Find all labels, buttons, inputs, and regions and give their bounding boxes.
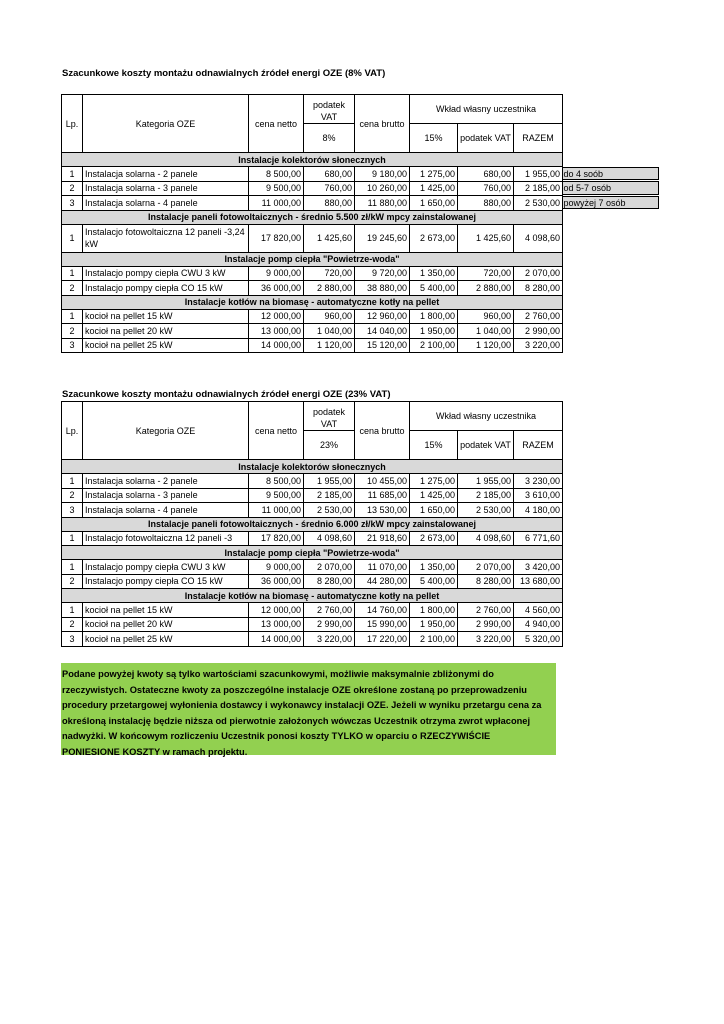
row-wklad-vat: 8 280,00 [458,574,514,589]
row-vat: 1 040,00 [304,324,355,339]
table-row [62,266,563,281]
row-lp: 2 [62,324,83,339]
row-lp: 3 [62,632,83,647]
row-razem: 4 560,00 [514,603,563,618]
row-razem: 4 098,60 [514,224,563,252]
row-wklad-15: 2 100,00 [410,338,458,353]
row-wklad-15: 1 275,00 [410,167,458,182]
row-wklad-15: 1 950,00 [410,617,458,632]
row-brutto: 14 040,00 [355,324,410,339]
header-kategoria: Kategoria OZE [83,95,249,153]
household-size-note: od 5-7 osób [562,181,659,195]
row-razem: 3 420,00 [514,560,563,575]
row-wklad-15: 1 800,00 [410,309,458,324]
table-row [62,574,563,589]
row-vat: 880,00 [304,196,355,211]
section-header: Instalacje pomp ciepła "Powietrze-woda" [62,252,563,266]
row-kategoria: kocioł na pellet 20 kW [83,324,249,339]
section-header: Instalacje paneli fotowoltaicznych - średnio 6.000 zł/kW mpcy zainstalowanej [62,517,563,531]
header-razem: RAZEM [514,431,563,460]
row-kategoria: kocioł na pellet 15 kW [83,603,249,618]
row-wklad-vat: 2 530,00 [458,503,514,518]
row-brutto: 17 220,00 [355,632,410,647]
row-brutto: 38 880,00 [355,281,410,296]
row-wklad-vat: 2 760,00 [458,603,514,618]
row-razem: 4 940,00 [514,617,563,632]
table-row [62,531,563,546]
row-brutto: 19 245,60 [355,224,410,252]
household-size-note: do 4 soób [562,167,659,181]
row-kategoria: kocioł na pellet 20 kW [83,617,249,632]
table-row [62,488,563,503]
row-kategoria: kocioł na pellet 15 kW [83,309,249,324]
row-brutto: 44 280,00 [355,574,410,589]
household-size-note: powyżej 7 osób [562,196,659,210]
header-wklad-vat: podatek VAT [458,431,514,460]
row-razem: 13 680,00 [514,574,563,589]
row-lp: 1 [62,224,83,252]
row-brutto: 11 070,00 [355,560,410,575]
row-wklad-15: 1 425,00 [410,181,458,196]
row-wklad-15: 1 425,00 [410,488,458,503]
row-wklad-vat: 720,00 [458,266,514,281]
table-row [62,167,563,182]
header-vat: podatek VAT [304,402,355,431]
row-vat: 1 955,00 [304,474,355,489]
row-kategoria: kocioł na pellet 25 kW [83,632,249,647]
row-lp: 1 [62,603,83,618]
row-vat: 2 990,00 [304,617,355,632]
row-kategoria: Instalacjo pompy ciepła CWU 3 kW [83,560,249,575]
row-wklad-15: 5 400,00 [410,574,458,589]
row-wklad-15: 1 650,00 [410,196,458,211]
header-wklad: Wkład własny uczestnika [410,402,563,431]
row-kategoria: Instalacjo pompy ciepła CO 15 kW [83,281,249,296]
row-kategoria: Instalacjo pompy ciepła CWU 3 kW [83,266,249,281]
row-wklad-vat: 3 220,00 [458,632,514,647]
row-vat: 720,00 [304,266,355,281]
row-wklad-vat: 1 040,00 [458,324,514,339]
table-row [62,560,563,575]
row-vat: 2 530,00 [304,503,355,518]
row-netto: 11 000,00 [249,503,304,518]
row-netto: 11 000,00 [249,196,304,211]
row-lp: 1 [62,167,83,182]
row-vat: 2 760,00 [304,603,355,618]
row-wklad-vat: 2 990,00 [458,617,514,632]
cost-table-8-vat [61,94,563,353]
row-vat: 4 098,60 [304,531,355,546]
row-vat: 2 185,00 [304,488,355,503]
header-vat: podatek VAT [304,95,355,124]
header-vat-rate: 23% [304,431,355,460]
row-brutto: 15 990,00 [355,617,410,632]
row-wklad-15: 1 800,00 [410,603,458,618]
row-vat: 760,00 [304,181,355,196]
row-wklad-vat: 2 070,00 [458,560,514,575]
table-row [62,617,563,632]
row-netto: 9 500,00 [249,488,304,503]
row-vat: 2 070,00 [304,560,355,575]
section-header: Instalacje pomp ciepła "Powietrze-woda" [62,546,563,560]
row-wklad-vat: 1 425,60 [458,224,514,252]
row-lp: 2 [62,181,83,196]
row-wklad-vat: 760,00 [458,181,514,196]
row-razem: 6 771,60 [514,531,563,546]
row-razem: 1 955,00 [514,167,563,182]
row-netto: 12 000,00 [249,309,304,324]
row-vat: 2 880,00 [304,281,355,296]
table-row [62,224,563,252]
row-wklad-vat: 1 955,00 [458,474,514,489]
table-row [62,181,563,196]
table-row [62,281,563,296]
row-netto: 9 000,00 [249,560,304,575]
row-kategoria: Instalacja solarna - 3 panele [83,181,249,196]
table2-title: Szacunkowe koszty montażu odnawialnych źródeł energi OZE (23% VAT) [62,389,391,400]
row-wklad-15: 2 100,00 [410,632,458,647]
row-brutto: 14 760,00 [355,603,410,618]
row-razem: 3 230,00 [514,474,563,489]
row-wklad-15: 1 650,00 [410,503,458,518]
row-vat: 680,00 [304,167,355,182]
row-wklad-15: 1 350,00 [410,560,458,575]
row-kategoria: Instalacja solarna - 4 panele [83,503,249,518]
table-row [62,503,563,518]
row-wklad-vat: 4 098,60 [458,531,514,546]
header-wklad: Wkład własny uczestnika [410,95,563,124]
section-header: Instalacje kotłów na biomasę - automatyczne kotły na pellet [62,295,563,309]
row-netto: 14 000,00 [249,338,304,353]
row-kategoria: Instalacjo pompy ciepła CO 15 kW [83,574,249,589]
row-wklad-vat: 2 880,00 [458,281,514,296]
row-razem: 2 185,00 [514,181,563,196]
row-brutto: 12 960,00 [355,309,410,324]
row-lp: 1 [62,309,83,324]
row-wklad-15: 2 673,00 [410,224,458,252]
row-brutto: 11 880,00 [355,196,410,211]
table-row [62,632,563,647]
row-netto: 13 000,00 [249,617,304,632]
row-lp: 2 [62,488,83,503]
header-lp: Lp. [62,95,83,153]
row-razem: 2 070,00 [514,266,563,281]
header-netto: cena netto [249,402,304,460]
row-razem: 5 320,00 [514,632,563,647]
disclaimer-notice: Podane powyżej kwoty są tylko wartościami szacunkowymi, możliwie maksymalnie zbliżonymi do rzeczywistych. Ostateczne kwoty za poszczególne instalacje OZE określone zostaną po przeprowadzeniu procedury przetargowej wyłonienia dostawcy i wykonawcy instalacji OZE. Jeżeli w wyniku przetargu cena za określoną instalację będzie niższa od pierwotnie założonych wówczas Uczestnik otrzyma zwrot wpłaconej nadwyżki. W końcowym rozliczeniu Uczestnik ponosi koszty TYLKO w oparciu o RZECZYWIŚCIE PONIESIONE KOSZTY w ramach projektu. [61,663,556,755]
row-lp: 3 [62,196,83,211]
row-wklad-15: 5 400,00 [410,281,458,296]
row-razem: 2 530,00 [514,196,563,211]
section-header: Instalacje kolektorów słonecznych [62,153,563,167]
row-brutto: 9 720,00 [355,266,410,281]
section-header: Instalacje kolektorów słonecznych [62,460,563,474]
row-kategoria: Instalacja solarna - 3 panele [83,488,249,503]
row-vat: 8 280,00 [304,574,355,589]
row-wklad-15: 1 950,00 [410,324,458,339]
row-wklad-vat: 2 185,00 [458,488,514,503]
header-15: 15% [410,124,458,153]
table-row [62,196,563,211]
row-lp: 3 [62,338,83,353]
row-netto: 8 500,00 [249,474,304,489]
row-brutto: 10 260,00 [355,181,410,196]
row-wklad-15: 2 673,00 [410,531,458,546]
row-lp: 1 [62,531,83,546]
row-razem: 2 990,00 [514,324,563,339]
table-row [62,309,563,324]
row-netto: 17 820,00 [249,224,304,252]
header-15: 15% [410,431,458,460]
row-brutto: 21 918,60 [355,531,410,546]
row-brutto: 10 455,00 [355,474,410,489]
section-header: Instalacje kotłów na biomasę - automatyczne kotły na pellet [62,589,563,603]
row-wklad-15: 1 350,00 [410,266,458,281]
row-lp: 2 [62,617,83,632]
row-kategoria: Instalacja solarna - 2 panele [83,474,249,489]
row-netto: 13 000,00 [249,324,304,339]
header-vat-rate: 8% [304,124,355,153]
cost-table-23-vat [61,401,563,647]
row-lp: 1 [62,266,83,281]
row-lp: 1 [62,560,83,575]
row-vat: 3 220,00 [304,632,355,647]
row-brutto: 11 685,00 [355,488,410,503]
row-lp: 3 [62,503,83,518]
row-razem: 3 610,00 [514,488,563,503]
row-vat: 960,00 [304,309,355,324]
row-kategoria: Instalacjo fotowoltaiczna 12 paneli -3 [83,531,249,546]
row-netto: 14 000,00 [249,632,304,647]
row-lp: 2 [62,574,83,589]
row-kategoria: Instalacja solarna - 4 panele [83,196,249,211]
table-row [62,603,563,618]
row-kategoria: Instalacjo fotowoltaiczna 12 paneli -3,24 kW [83,224,249,252]
row-razem: 3 220,00 [514,338,563,353]
row-netto: 17 820,00 [249,531,304,546]
row-netto: 12 000,00 [249,603,304,618]
row-kategoria: Instalacja solarna - 2 panele [83,167,249,182]
row-kategoria: kocioł na pellet 25 kW [83,338,249,353]
row-razem: 4 180,00 [514,503,563,518]
section-header: Instalacje paneli fotowoltaicznych - średnio 5.500 zł/kW mpcy zainstalowanej [62,210,563,224]
table-row [62,338,563,353]
header-lp: Lp. [62,402,83,460]
row-netto: 8 500,00 [249,167,304,182]
row-lp: 2 [62,281,83,296]
table1-body [62,153,563,353]
header-kategoria: Kategoria OZE [83,402,249,460]
row-brutto: 13 530,00 [355,503,410,518]
header-wklad-vat: podatek VAT [458,124,514,153]
row-brutto: 9 180,00 [355,167,410,182]
row-netto: 9 000,00 [249,266,304,281]
row-wklad-vat: 960,00 [458,309,514,324]
row-wklad-vat: 1 120,00 [458,338,514,353]
table2-body [62,460,563,647]
row-vat: 1 120,00 [304,338,355,353]
row-wklad-15: 1 275,00 [410,474,458,489]
table-row [62,324,563,339]
row-lp: 1 [62,474,83,489]
table1-title: Szacunkowe koszty montażu odnawialnych źródeł energi OZE (8% VAT) [62,68,386,79]
row-wklad-vat: 680,00 [458,167,514,182]
row-netto: 36 000,00 [249,281,304,296]
header-razem: RAZEM [514,124,563,153]
header-netto: cena netto [249,95,304,153]
header-brutto: cena brutto [355,95,410,153]
row-netto: 36 000,00 [249,574,304,589]
row-razem: 2 760,00 [514,309,563,324]
row-brutto: 15 120,00 [355,338,410,353]
row-razem: 8 280,00 [514,281,563,296]
header-brutto: cena brutto [355,402,410,460]
row-wklad-vat: 880,00 [458,196,514,211]
row-vat: 1 425,60 [304,224,355,252]
table-row [62,474,563,489]
row-netto: 9 500,00 [249,181,304,196]
